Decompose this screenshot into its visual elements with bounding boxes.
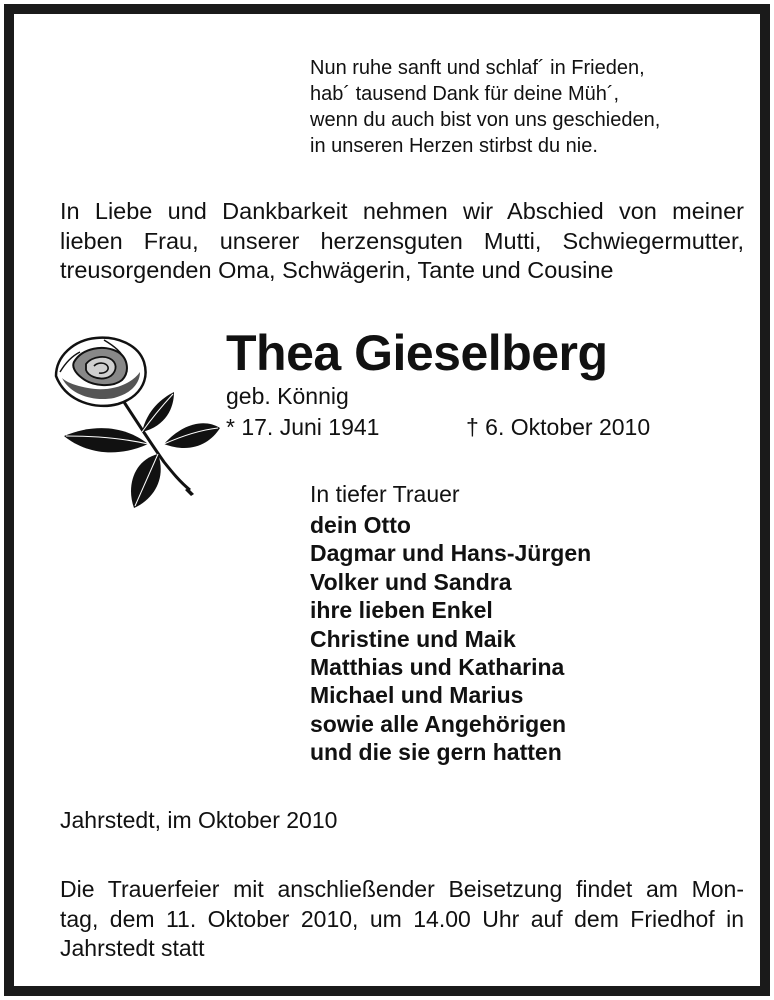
notice-frame — [4, 4, 770, 996]
mourner-entry: Michael und Marius — [310, 682, 524, 709]
intro-line: treusorgenden Oma, Schwägerin, Tante und Cousine — [60, 257, 614, 283]
funeral-line: tag, dem 11. Oktober 2010, um 14.00 Uhr auf dem Friedhof in — [60, 905, 744, 932]
mourning-lead: In tiefer Trauer — [310, 481, 460, 507]
mourner-entry: sowie alle Angehörigen — [310, 710, 567, 737]
birth-date: * 17. Juni 1941 — [226, 414, 380, 440]
intro-line: In Liebe und Dankbarkeit nehmen wir Abschied von meiner — [60, 198, 744, 224]
intro-line: lieben Frau, unserer herzensguten Mutti, Schwiegermutter, — [60, 227, 744, 254]
deceased-name: Thea Gieselberg — [226, 325, 608, 381]
poem-line: in unseren Herzen stirbst du nie. — [310, 135, 598, 157]
poem — [310, 55, 660, 159]
poem-line: hab´ tausend Dank für deine Müh´, — [310, 83, 620, 105]
mourner-entry: und die sie gern hatten — [310, 739, 562, 766]
funeral-info — [60, 875, 744, 964]
intro-text — [60, 197, 744, 286]
mourners-list — [310, 511, 591, 767]
death-date: † 6. Oktober 2010 — [466, 414, 651, 440]
mourner-entry: Dagmar und Hans-Jürgen — [310, 540, 592, 567]
mourner-entry: Volker und Sandra — [310, 568, 512, 595]
poem-line: wenn du auch bist von uns geschieden, — [310, 109, 661, 131]
mourner-entry: Matthias und Katharina — [310, 654, 565, 681]
mourner-entry: dein Otto — [310, 512, 411, 538]
mourner-entry: ihre lieben Enkel — [310, 597, 493, 624]
rose-icon — [52, 332, 222, 512]
birth-name: geb. Könnig — [226, 383, 349, 409]
place-date: Jahrstedt, im Oktober 2010 — [60, 807, 338, 833]
poem-line: Nun ruhe sanft und schlaf´ in Frieden, — [310, 57, 645, 79]
funeral-line: Die Trauerfeier mit anschließender Beisetzung findet am Mon- — [60, 876, 744, 902]
mourner-entry: Christine und Maik — [310, 625, 516, 652]
funeral-line: Jahrstedt statt — [60, 935, 205, 961]
